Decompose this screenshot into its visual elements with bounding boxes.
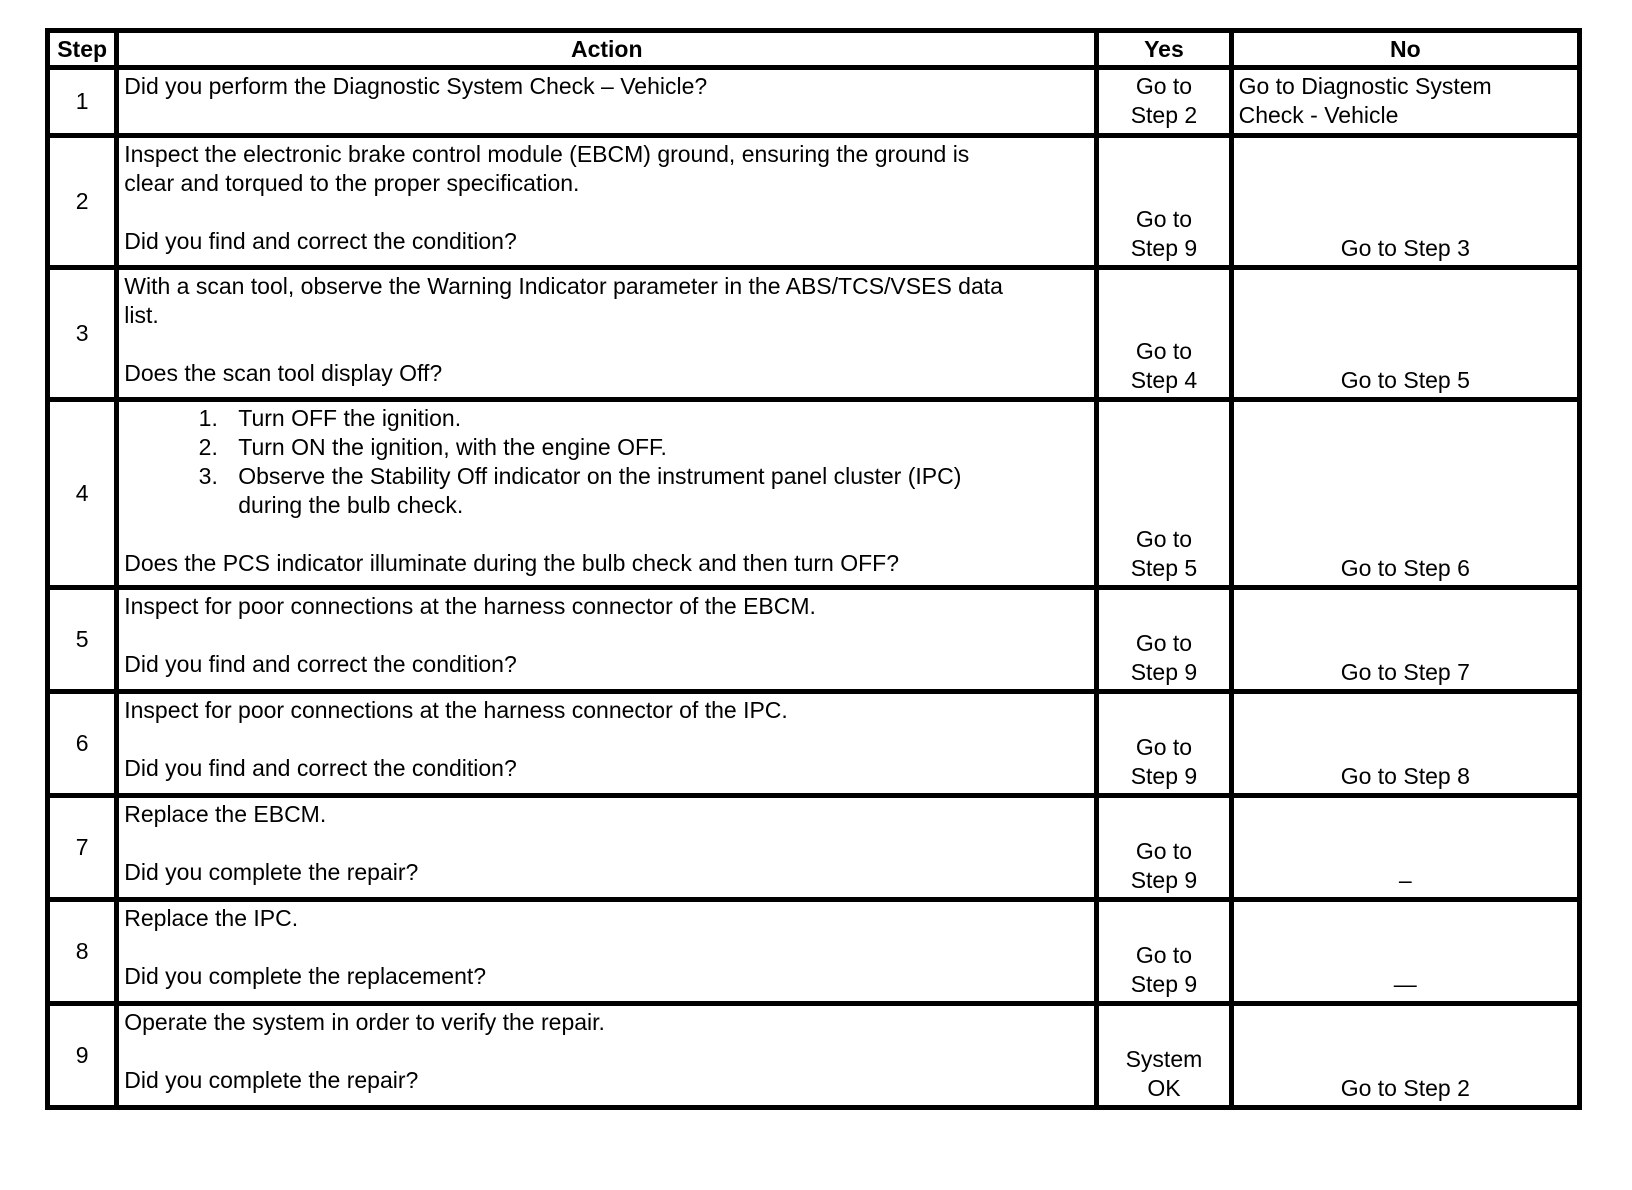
question-text: Does the scan tool display Off? — [124, 360, 443, 386]
yes-line-2: Step 9 — [1130, 763, 1198, 789]
yes-line-1: Go to — [1135, 338, 1193, 364]
action-text: Inspect for poor connections at the harness connector of the IPC. — [124, 697, 788, 723]
question-text: Did you find and correct the condition? — [124, 755, 517, 781]
no-text: Go to Step 5 — [1340, 367, 1470, 393]
no-text: Go to Step 7 — [1340, 659, 1470, 685]
table-row-step-2 — [48, 136, 1580, 268]
action-cell — [117, 268, 1097, 400]
step-number: 6 — [48, 692, 117, 796]
yes-line-1: Go to — [1135, 526, 1193, 552]
yes-line-2: Step 9 — [1130, 235, 1198, 261]
action-cell — [117, 692, 1097, 796]
question-text: Did you find and correct the condition? — [124, 228, 517, 254]
no-cell — [1231, 692, 1579, 796]
table-row-step-4 — [48, 400, 1580, 588]
yes-cell — [1097, 692, 1231, 796]
no-cell — [1231, 588, 1579, 692]
no-cell — [1231, 900, 1579, 1004]
table-row-step-9 — [48, 1004, 1580, 1108]
yes-cell — [1097, 1004, 1231, 1108]
action-text: Inspect for poor connections at the harness connector of the EBCM. — [124, 593, 816, 619]
yes-line-1: Go to — [1135, 73, 1193, 99]
action-cell — [117, 68, 1097, 136]
header-no: No — [1231, 31, 1579, 68]
step-number: 1 — [48, 68, 117, 136]
action-line-2: list. — [124, 302, 159, 328]
action-cell — [117, 796, 1097, 900]
yes-line-2: Step 4 — [1130, 367, 1198, 393]
substep-list — [124, 404, 1089, 520]
no-cell — [1231, 268, 1579, 400]
no-cell — [1231, 68, 1579, 136]
no-line-2: Check - Vehicle — [1238, 102, 1399, 128]
action-line-1: Inspect the electronic brake control module (EBCM) ground, ensuring the ground is — [124, 141, 970, 167]
step-number: 9 — [48, 1004, 117, 1108]
action-line-1: With a scan tool, observe the Warning Indicator parameter in the ABS/TCS/VSES data — [124, 273, 1003, 299]
action-cell — [117, 136, 1097, 268]
header-row — [48, 31, 1580, 68]
yes-cell — [1097, 796, 1231, 900]
question-text: Did you complete the repair? — [124, 859, 419, 885]
header-step: Step — [48, 31, 117, 68]
yes-line-1: Go to — [1135, 734, 1193, 760]
no-cell — [1231, 1004, 1579, 1108]
diagnostic-table — [45, 28, 1582, 1110]
no-text: — — [1393, 971, 1417, 997]
yes-line-2: Step 5 — [1130, 555, 1198, 581]
action-text: Operate the system in order to verify the repair. — [124, 1009, 605, 1035]
no-text: Go to Step 2 — [1340, 1075, 1470, 1101]
no-cell — [1231, 400, 1579, 588]
header-yes: Yes — [1097, 31, 1231, 68]
substep-item: 2. Turn ON the ignition, with the engine OFF. — [224, 433, 1089, 462]
yes-line-1: Go to — [1135, 942, 1193, 968]
yes-cell — [1097, 268, 1231, 400]
yes-line-1: System — [1125, 1046, 1203, 1072]
yes-line-2: Step 9 — [1130, 659, 1198, 685]
action-cell — [117, 400, 1097, 588]
yes-line-2: Step 9 — [1130, 971, 1198, 997]
yes-cell — [1097, 900, 1231, 1004]
table-row-step-6 — [48, 692, 1580, 796]
header-action: Action — [117, 31, 1097, 68]
no-text: – — [1398, 867, 1412, 893]
step-number: 4 — [48, 400, 117, 588]
no-line-1: Go to Diagnostic System — [1238, 73, 1492, 99]
step-number: 5 — [48, 588, 117, 692]
yes-line-2: Step 9 — [1130, 867, 1198, 893]
yes-line-2: Step 2 — [1130, 102, 1198, 128]
step-number: 3 — [48, 268, 117, 400]
step-number: 7 — [48, 796, 117, 900]
step-number: 2 — [48, 136, 117, 268]
action-text: Replace the IPC. — [124, 905, 299, 931]
step-number: 8 — [48, 900, 117, 1004]
question-text: Did you complete the repair? — [124, 1067, 419, 1093]
table-row-step-1 — [48, 68, 1580, 136]
action-cell — [117, 900, 1097, 1004]
no-cell — [1231, 796, 1579, 900]
no-text: Go to Step 3 — [1340, 235, 1470, 261]
action-cell — [117, 588, 1097, 692]
question-text: Did you find and correct the condition? — [124, 651, 517, 677]
substep-item: 1. Turn OFF the ignition. — [224, 404, 1089, 433]
substep-item: 3. Observe the Stability Off indicator on the instrument panel cluster (IPC) during the bulb check. — [224, 462, 1089, 520]
yes-line-1: Go to — [1135, 838, 1193, 864]
yes-line-2: OK — [1147, 1075, 1181, 1101]
action-text: Did you perform the Diagnostic System Check – Vehicle? — [124, 73, 708, 99]
yes-line-1: Go to — [1135, 206, 1193, 232]
yes-cell — [1097, 400, 1231, 588]
question-text: Did you complete the replacement? — [124, 963, 487, 989]
no-text: Go to Step 6 — [1340, 555, 1470, 581]
question-text: Does the PCS indicator illuminate during the bulb check and then turn OFF? — [124, 550, 900, 576]
action-line-2: clear and torqued to the proper specification. — [124, 170, 580, 196]
yes-cell — [1097, 588, 1231, 692]
yes-cell — [1097, 136, 1231, 268]
table-row-step-8 — [48, 900, 1580, 1004]
action-text: Replace the EBCM. — [124, 801, 327, 827]
no-text: Go to Step 8 — [1340, 763, 1470, 789]
table-row-step-3 — [48, 268, 1580, 400]
table-row-step-7 — [48, 796, 1580, 900]
table-row-step-5 — [48, 588, 1580, 692]
yes-cell — [1097, 68, 1231, 136]
action-cell — [117, 1004, 1097, 1108]
no-cell — [1231, 136, 1579, 268]
yes-line-1: Go to — [1135, 630, 1193, 656]
